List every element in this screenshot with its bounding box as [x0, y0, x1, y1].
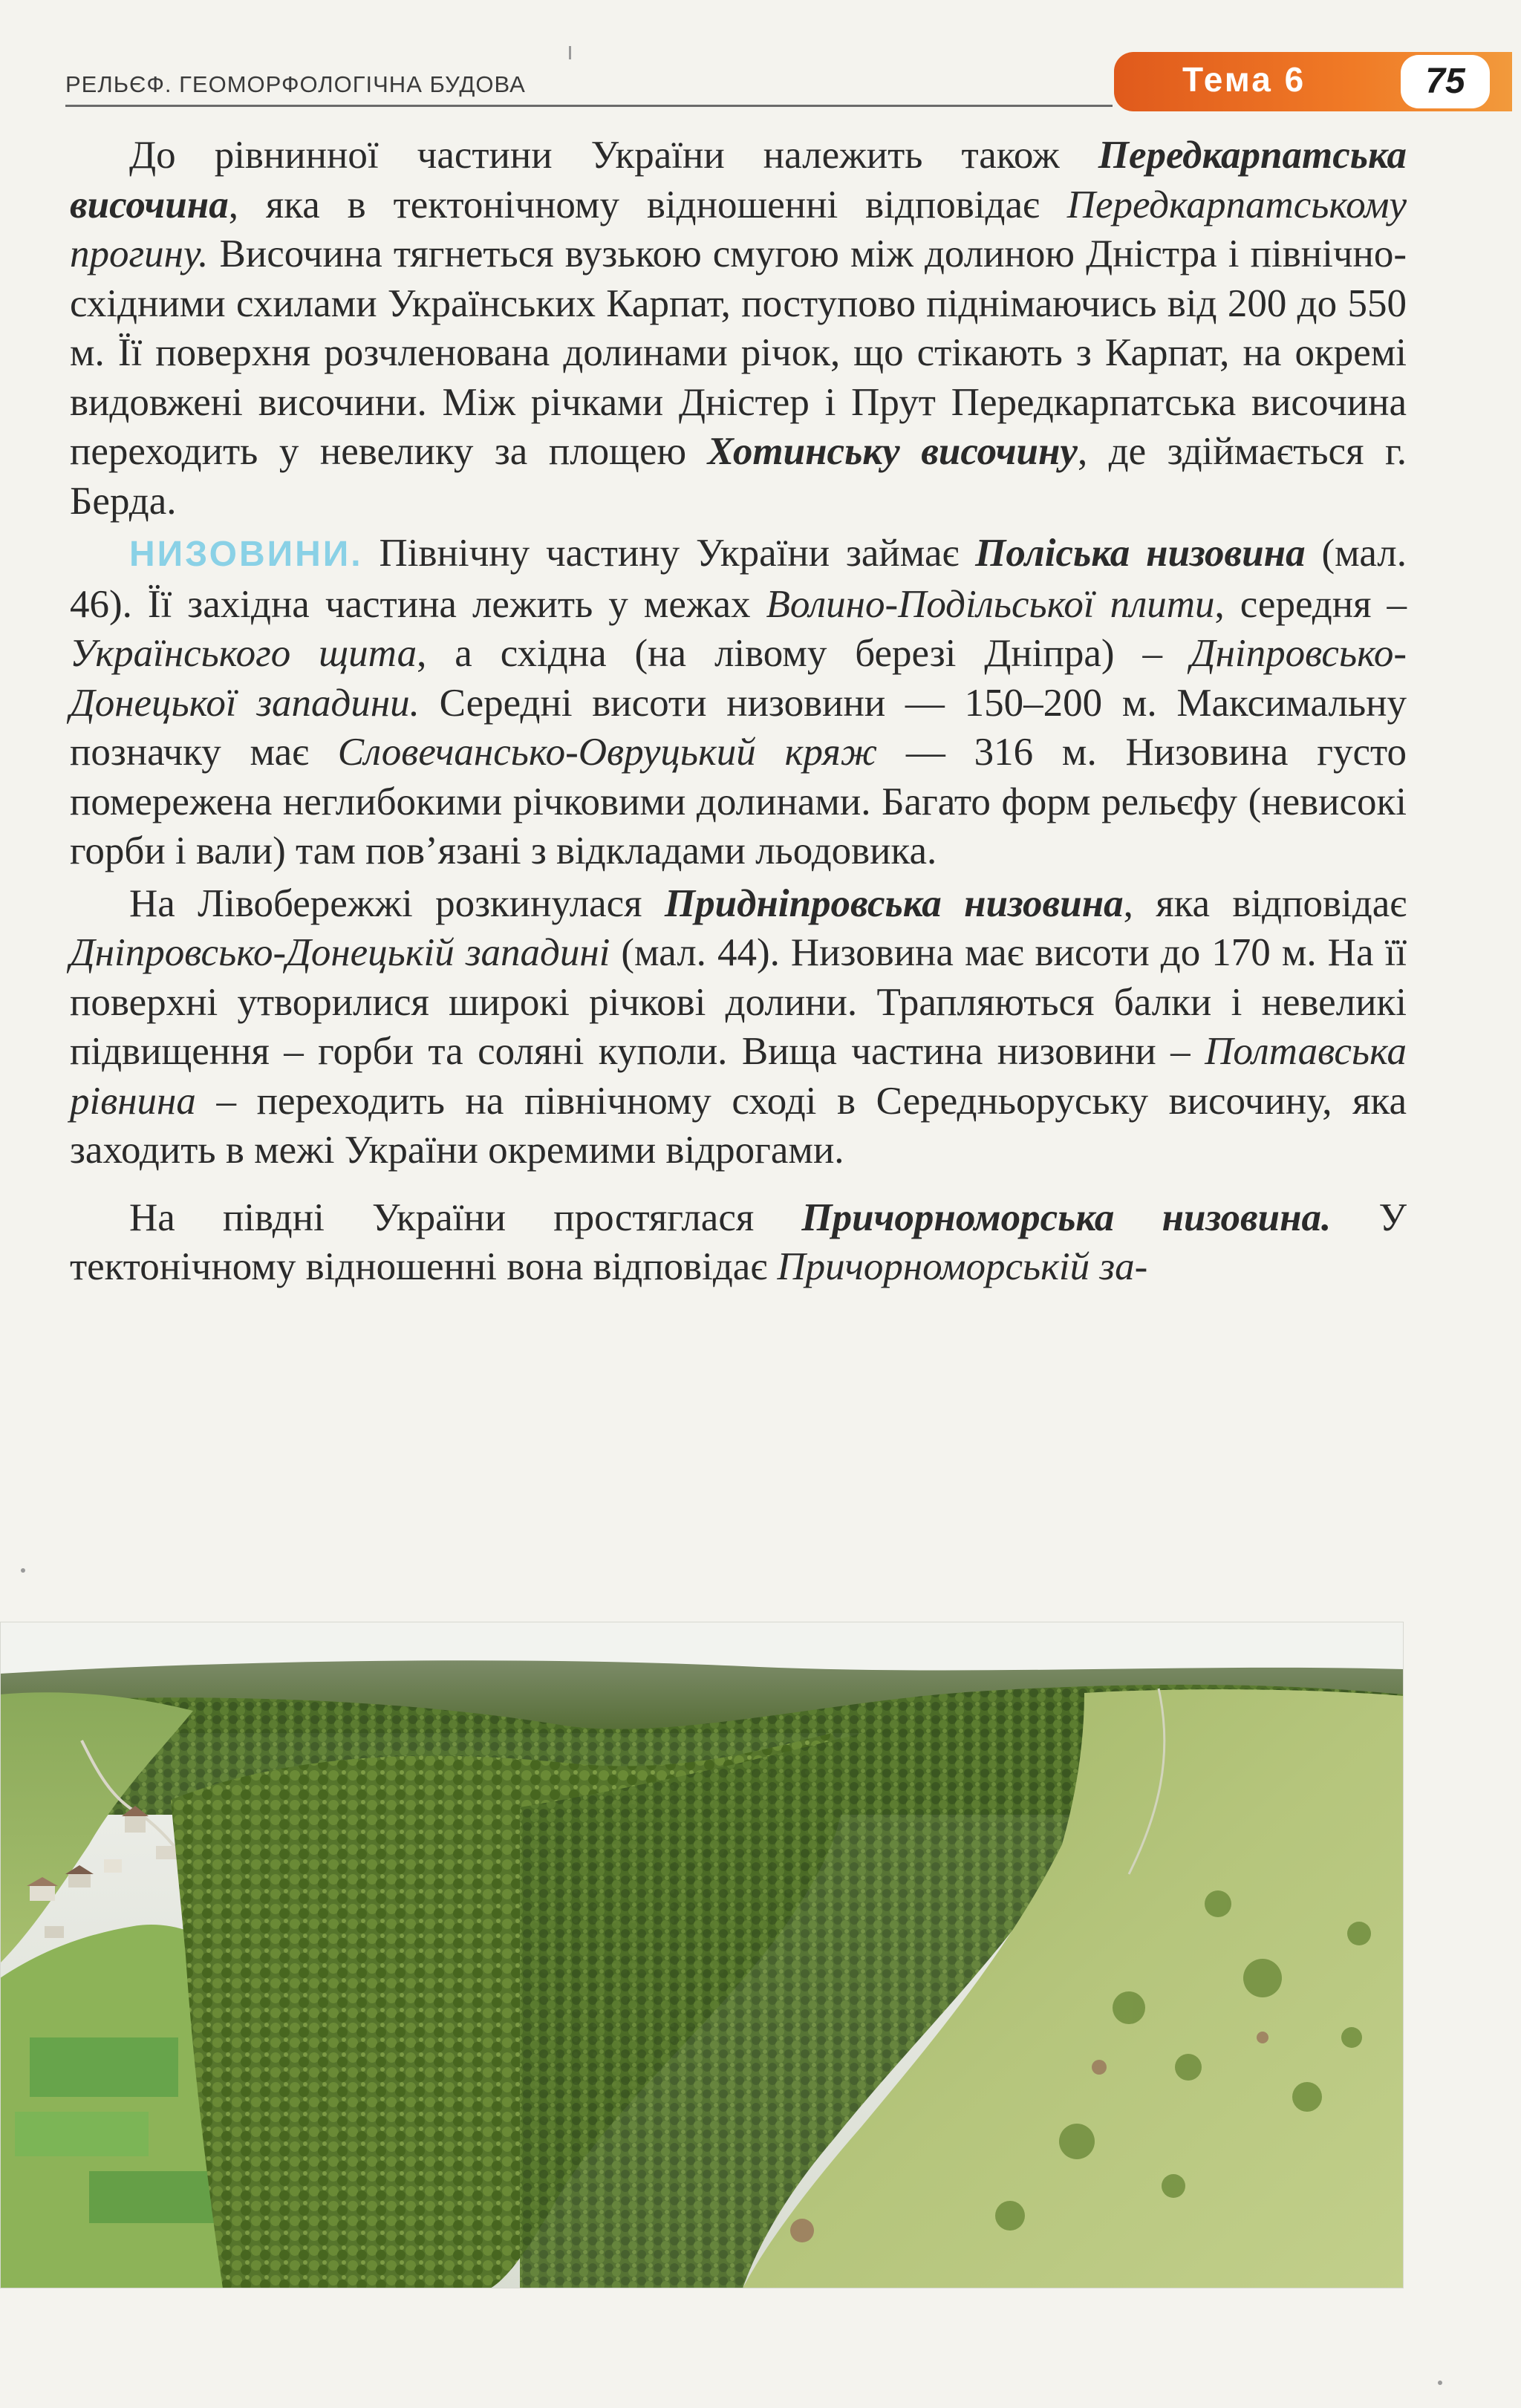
term-bold: Придніпровська низовина	[664, 881, 1124, 925]
text-run: , яка в тектонічному відношенні відповідає	[228, 183, 1067, 226]
text-run: — 316 м. Низовина густо помережена неглибокими річковими долинами. Багато форм рельєфу (невисокі горби і вали) там пов’язані з відкладами льодовика.	[70, 731, 1407, 872]
term-italic: Передкарпатському прогину.	[70, 183, 1407, 275]
page-number: 75	[1401, 55, 1490, 108]
paragraph-precarpathian	[70, 131, 1407, 526]
text-run: (мал. 46). Її західна частина лежить у межах	[70, 532, 1407, 626]
term-bold: Причорноморська низовина.	[801, 1195, 1332, 1239]
term-bold: Передкарпатська височина	[70, 134, 1407, 226]
term-italic: Причорноморській за-	[777, 1245, 1148, 1288]
term-italic: Дніпровсько-Донецької западини.	[70, 632, 1407, 725]
page-header	[0, 0, 1521, 119]
header-rule	[65, 105, 1113, 107]
term-italic: Українського щита	[70, 632, 417, 675]
term-italic: Волино-Подільської плити	[766, 582, 1215, 626]
text-run: Височина тягнеться вузькою смугою між долиною Дністра і північно-східними схилами Українських Карпат, поступово піднімаючись від 200 до 550 м. Її поверхня розчленована долинами річок, що стікають з Карпат, на окремі видовжені височини. Між річками Дністер і Прут Передкарпатська височина переходить у невелику за площею	[70, 232, 1407, 473]
text-run: – переходить на північному сході в Середньоруську височину, яка заходить в межі України окремими відрогами.	[70, 1079, 1407, 1172]
term-bold: Хотинську височину	[707, 430, 1078, 473]
text-run: На Лівобережжі розкинулася	[129, 881, 665, 925]
text-run: До рівнинної частини України належить також	[129, 134, 1098, 177]
text-run: На півдні України простяглася	[129, 1195, 802, 1239]
term-italic: Словечансько-Овруцький кряж	[337, 731, 878, 774]
text-run: , де здіймається г. Берда.	[70, 430, 1407, 523]
text-run: , яка відповідає	[1123, 881, 1407, 925]
body-text	[70, 131, 1407, 1292]
paragraph-dnieper-lowland	[70, 879, 1407, 1175]
section-heading: НИЗОВИНИ.	[129, 535, 363, 574]
scan-speck	[21, 1568, 25, 1573]
paragraph-black-sea-lowland	[70, 1193, 1407, 1292]
text-run: Північну частину України займає	[362, 532, 976, 575]
text-run: Середні висоти низовини — 150–200 м. Максимальну позначку має	[70, 681, 1407, 774]
landscape-photo	[0, 1622, 1404, 2288]
text-run: , середня –	[1214, 582, 1407, 626]
scan-speck	[1438, 2381, 1442, 2385]
term-italic: Дніпровсько-Донецькій западині	[70, 931, 610, 974]
topic-label: Тема 6	[1182, 60, 1306, 99]
text-run: (мал. 44). Низовина має висоти до 170 м. На її поверхні утворилися широкі річкові долини. Трапляються балки і невеликі підвищення – горби та соляні куполи. Вища частина низовини –	[70, 931, 1407, 1073]
scan-speck	[569, 46, 571, 59]
term-italic: Полтавська рівнина	[70, 1030, 1407, 1123]
text-run: У тектонічному відношенні вона відповідає	[70, 1195, 1407, 1288]
text-run: , а східна (на лівому березі Дніпра) –	[417, 632, 1191, 675]
paragraph-lowlands	[70, 529, 1407, 876]
running-head: РЕЛЬЄФ. ГЕОМОРФОЛОГІЧНА БУДОВА	[65, 71, 526, 97]
term-bold: Поліська низовина	[975, 532, 1306, 575]
